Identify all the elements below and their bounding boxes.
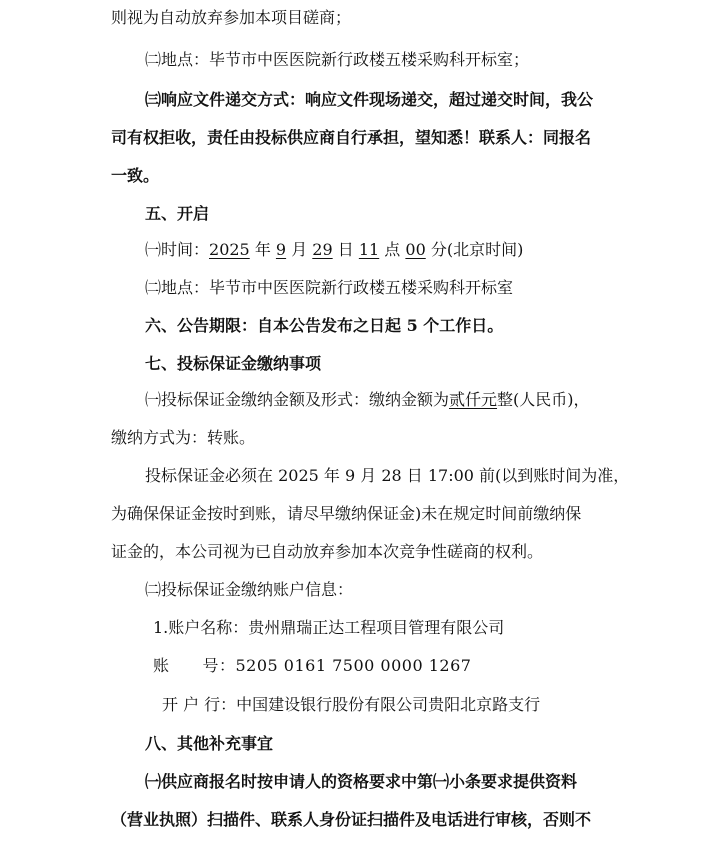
paragraph-line: 则视为自动放弃参加本项目磋商；	[111, 8, 352, 27]
account-bank: 开 户 行：中国建设银行股份有限公司贵阳北京路支行	[162, 695, 541, 714]
account-number: 账 号：5205 0161 7500 0000 1267	[153, 656, 472, 675]
deposit-deadline-line-2: 为确保保证金按时到账，请尽早缴纳保证金)未在规定时间前缴纳保	[111, 504, 582, 523]
account-name: 1.账户名称：贵州鼎瑞正达工程项目管理有限公司	[153, 618, 505, 637]
deposit-deadline-line-3: 证金的，本公司视为已自动放弃参加本次竞争性磋商的权利。	[111, 542, 544, 561]
day-unit: 日	[332, 240, 359, 259]
section-heading-other: 八、其他补充事宜	[145, 734, 274, 753]
section-heading-opening: 五、开启	[145, 204, 210, 223]
hour-unit: 点	[379, 240, 406, 259]
deposit-amount-line	[145, 390, 590, 410]
section-heading-deposit: 七、投标保证金缴纳事项	[145, 354, 322, 373]
month-unit: 月	[286, 240, 313, 259]
opening-time-label: ㈠时间：	[145, 240, 210, 259]
deposit-amount-label: ㈠投标保证金缴纳金额及形式：缴纳金额为	[145, 390, 450, 409]
submission-method-line-3: 一致。	[111, 166, 160, 185]
deposit-deadline-line-1: 投标保证金必须在 2025 年 9 月 28 日 17:00 前(以到账时间为准，	[145, 466, 630, 485]
section-heading-announcement-period: 六、公告期限：自本公告发布之日起 5 个工作日。	[145, 316, 504, 335]
other-item-line-2: （营业执照）扫描件、联系人身份证扫描件及电话进行审核，否则不	[111, 810, 592, 829]
payment-method: 缴纳方式为：转账。	[111, 428, 256, 447]
submission-method-line-2: 司有权拒收，责任由投标供应商自行承担，望知悉！联系人：同报名	[111, 128, 592, 147]
bid-submission-location: ㈡地点：毕节市中医医院新行政楼五楼采购科开标室；	[145, 50, 530, 69]
opening-minute: 00	[405, 240, 426, 259]
opening-month: 9	[275, 240, 287, 259]
opening-location: ㈡地点：毕节市中医医院新行政楼五楼采购科开标室	[145, 278, 514, 297]
year-unit: 年	[249, 240, 276, 259]
other-item-line-1: ㈠供应商报名时按申请人的资格要求中第㈠小条要求提供资料	[145, 772, 578, 791]
timezone-note: (北京时间)	[446, 240, 524, 259]
submission-method-line-1: ㈢响应文件递交方式：响应文件现场递交，超过递交时间，我公	[145, 90, 594, 109]
deposit-currency: 整(人民币)，	[497, 390, 590, 409]
opening-hour: 11	[358, 240, 380, 259]
deposit-amount: 贰仟元	[449, 390, 498, 409]
opening-time	[145, 240, 523, 260]
minute-unit: 分	[425, 240, 447, 259]
opening-day: 29	[312, 240, 333, 259]
opening-year: 2025	[209, 240, 250, 259]
account-info-heading: ㈡投标保证金缴纳账户信息：	[145, 580, 354, 599]
